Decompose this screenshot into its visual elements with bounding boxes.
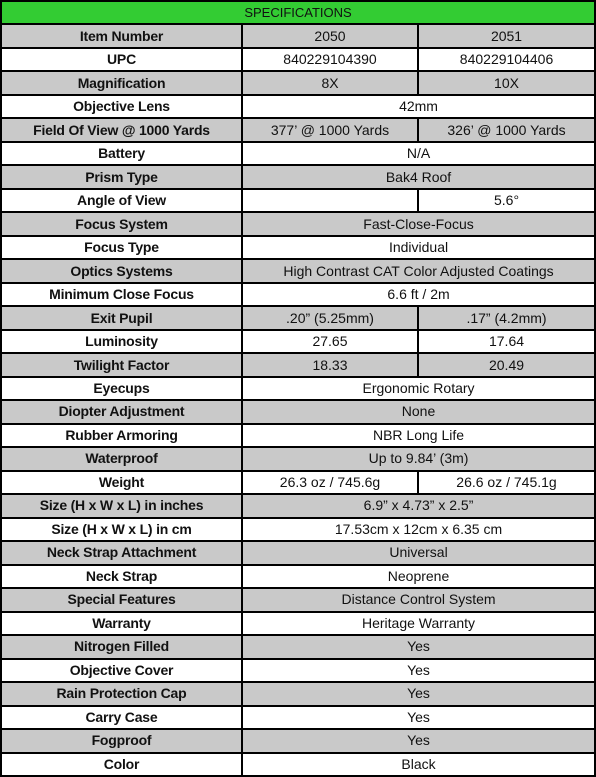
spec-value: N/A xyxy=(242,142,595,165)
spec-value: Bak4 Roof xyxy=(242,165,595,188)
spec-value-2050: 26.3 oz / 745.6g xyxy=(242,471,418,494)
spec-label: Luminosity xyxy=(1,330,242,353)
spec-row xyxy=(1,165,595,188)
spec-value: Black xyxy=(242,753,595,777)
spec-label: Neck Strap xyxy=(1,565,242,588)
spec-label: Magnification xyxy=(1,71,242,94)
specifications-header: SPECIFICATIONS xyxy=(1,1,595,24)
spec-value: Neoprene xyxy=(242,565,595,588)
spec-label: Color xyxy=(1,753,242,777)
spec-label: Rubber Armoring xyxy=(1,424,242,447)
spec-value: High Contrast CAT Color Adjusted Coatings xyxy=(242,259,595,282)
spec-row xyxy=(1,635,595,658)
spec-value-2050: 377’ @ 1000 Yards xyxy=(242,118,418,141)
spec-row xyxy=(1,494,595,517)
spec-label: UPC xyxy=(1,48,242,71)
spec-row xyxy=(1,71,595,94)
spec-value: Individual xyxy=(242,236,595,259)
spec-label: Prism Type xyxy=(1,165,242,188)
spec-label: Special Features xyxy=(1,588,242,611)
spec-label: Objective Cover xyxy=(1,659,242,682)
spec-value-2051: 5.6° xyxy=(418,189,595,212)
spec-row xyxy=(1,353,595,376)
spec-value: 17.53cm x 12cm x 6.35 cm xyxy=(242,518,595,541)
spec-label: Focus Type xyxy=(1,236,242,259)
spec-value-2051: 2051 xyxy=(418,24,595,47)
spec-value: 42mm xyxy=(242,95,595,118)
spec-label: Optics Systems xyxy=(1,259,242,282)
spec-label: Rain Protection Cap xyxy=(1,682,242,705)
spec-value-2051: 20.49 xyxy=(418,353,595,376)
spec-row xyxy=(1,95,595,118)
spec-row xyxy=(1,424,595,447)
spec-value-2050: 27.65 xyxy=(242,330,418,353)
spec-row xyxy=(1,236,595,259)
spec-label: Size (H x W x L) in inches xyxy=(1,494,242,517)
spec-row xyxy=(1,588,595,611)
spec-label: Waterproof xyxy=(1,447,242,470)
spec-label: Angle of View xyxy=(1,189,242,212)
spec-value-2051: 26.6 oz / 745.1g xyxy=(418,471,595,494)
spec-value-2050: 8X xyxy=(242,71,418,94)
spec-value: Yes xyxy=(242,729,595,752)
spec-value-2050 xyxy=(242,189,418,212)
spec-label: Minimum Close Focus xyxy=(1,283,242,306)
spec-value: Yes xyxy=(242,635,595,658)
spec-value-2050: .20” (5.25mm) xyxy=(242,306,418,329)
spec-label: Diopter Adjustment xyxy=(1,400,242,423)
spec-value-2051: .17” (4.2mm) xyxy=(418,306,595,329)
spec-row xyxy=(1,729,595,752)
spec-label: Focus System xyxy=(1,212,242,235)
spec-label: Twilight Factor xyxy=(1,353,242,376)
spec-value: 6.9” x 4.73” x 2.5” xyxy=(242,494,595,517)
spec-label: Carry Case xyxy=(1,706,242,729)
spec-row xyxy=(1,753,595,777)
spec-label: Battery xyxy=(1,142,242,165)
spec-label: Fogproof xyxy=(1,729,242,752)
spec-label: Field Of View @ 1000 Yards xyxy=(1,118,242,141)
spec-label: Eyecups xyxy=(1,377,242,400)
spec-label: Warranty xyxy=(1,612,242,635)
spec-label: Item Number xyxy=(1,24,242,47)
spec-row xyxy=(1,212,595,235)
spec-label: Neck Strap Attachment xyxy=(1,541,242,564)
spec-value: None xyxy=(242,400,595,423)
spec-value: Up to 9.84’ (3m) xyxy=(242,447,595,470)
spec-label: Objective Lens xyxy=(1,95,242,118)
spec-row xyxy=(1,612,595,635)
spec-value-2051: 17.64 xyxy=(418,330,595,353)
specifications-body xyxy=(1,1,595,776)
spec-value-2050: 18.33 xyxy=(242,353,418,376)
spec-value: 6.6 ft / 2m xyxy=(242,283,595,306)
spec-row xyxy=(1,48,595,71)
spec-row xyxy=(1,259,595,282)
spec-row xyxy=(1,706,595,729)
spec-row xyxy=(1,377,595,400)
spec-label: Nitrogen Filled xyxy=(1,635,242,658)
spec-value-2051: 10X xyxy=(418,71,595,94)
spec-row xyxy=(1,24,595,47)
header-row xyxy=(1,1,595,24)
spec-value: Yes xyxy=(242,706,595,729)
spec-value-2050: 2050 xyxy=(242,24,418,47)
spec-value-2051: 840229104406 xyxy=(418,48,595,71)
spec-row xyxy=(1,306,595,329)
spec-value: Distance Control System xyxy=(242,588,595,611)
spec-row xyxy=(1,659,595,682)
spec-row xyxy=(1,447,595,470)
spec-value: Yes xyxy=(242,682,595,705)
spec-row xyxy=(1,565,595,588)
spec-row xyxy=(1,330,595,353)
spec-value: Heritage Warranty xyxy=(242,612,595,635)
spec-value: Universal xyxy=(242,541,595,564)
spec-value: Ergonomic Rotary xyxy=(242,377,595,400)
spec-label: Exit Pupil xyxy=(1,306,242,329)
spec-value: Fast-Close-Focus xyxy=(242,212,595,235)
spec-row xyxy=(1,118,595,141)
spec-row xyxy=(1,518,595,541)
spec-value-2050: 840229104390 xyxy=(242,48,418,71)
spec-row xyxy=(1,283,595,306)
spec-value: Yes xyxy=(242,659,595,682)
spec-label: Weight xyxy=(1,471,242,494)
spec-label: Size (H x W x L) in cm xyxy=(1,518,242,541)
spec-row xyxy=(1,541,595,564)
spec-value: NBR Long Life xyxy=(242,424,595,447)
spec-row xyxy=(1,471,595,494)
spec-row xyxy=(1,189,595,212)
spec-row xyxy=(1,682,595,705)
spec-row xyxy=(1,400,595,423)
spec-row xyxy=(1,142,595,165)
spec-value-2051: 326’ @ 1000 Yards xyxy=(418,118,595,141)
